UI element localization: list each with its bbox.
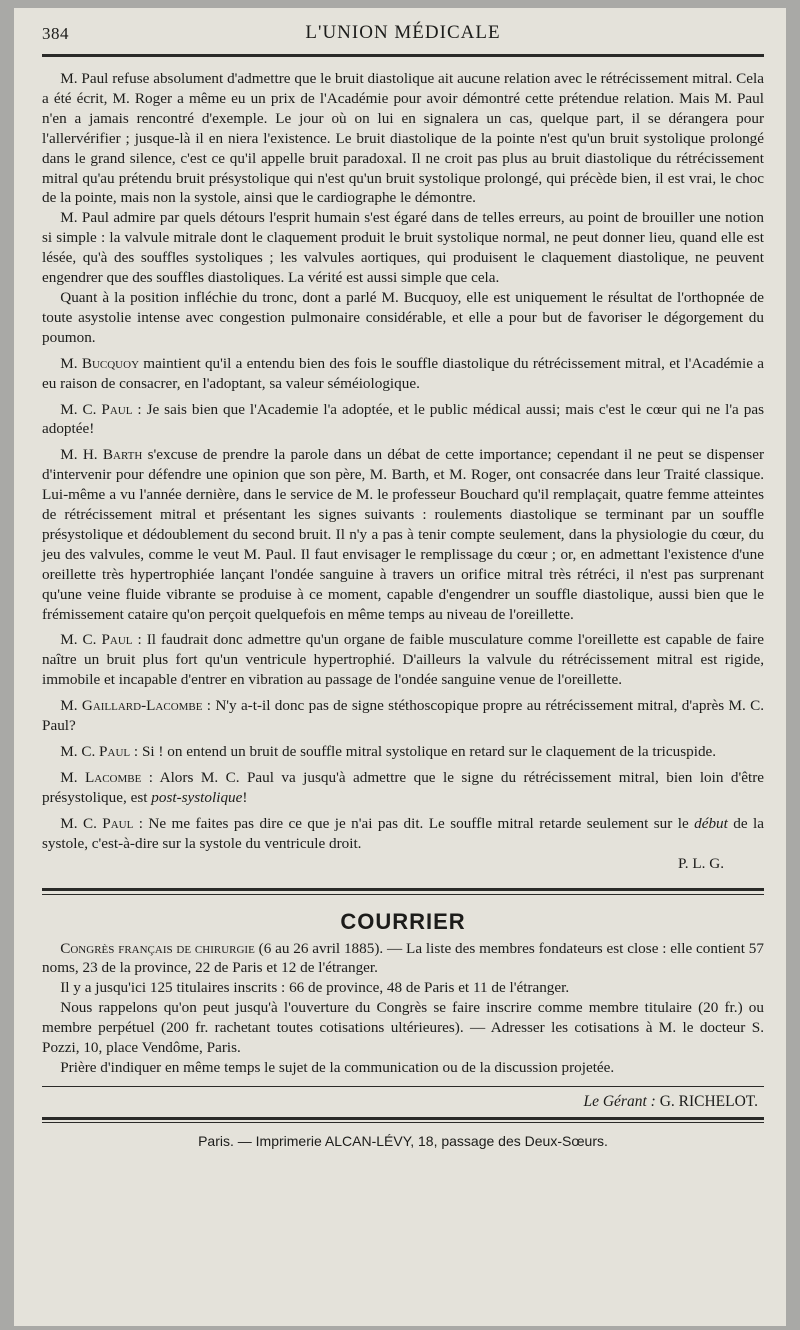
speaker-name: M. H. Barth <box>60 446 143 464</box>
paragraph-text: Si ! on entend un bruit de souffle mitral systolique en retard sur le claquement de la tricuspide. <box>138 743 717 760</box>
courrier-paragraph-4: Prière d'indiquer en même temps le sujet de la communication ou de la discussion projetée. <box>60 1058 615 1076</box>
paragraph-8 <box>42 696 764 736</box>
paragraph-3: Quant à la position infléchie du tronc, dont a parlé M. Bucquoy, elle est uniquement le résultat de l'orthopnée de toute asystolie intense avec congestion pulmonaire considérable, et elle a pour but de favoriser le dégorgement du poumon. <box>42 288 764 346</box>
emphasis-text: début <box>694 814 728 832</box>
page-number: 384 <box>42 24 69 43</box>
paragraph-text: Il faudrait donc admettre qu'un organe de faible musculature comme l'oreillette est capable de faire naître un bruit plus fort qu'un ventricule hypertrophié. D'ailleurs la valvule du rétrécissement mitral est rigide, immobile et incapable d'entrer en vibration au passage de l'ondée sanguine venue de l'oreillette. <box>42 631 764 689</box>
paragraph-11 <box>42 814 764 854</box>
separator-thin <box>42 894 764 895</box>
speaker-name: M. C. Paul : <box>60 631 142 649</box>
paragraph-4 <box>42 354 764 394</box>
courrier-paragraph-2: Il y a jusqu'ici 125 titulaires inscrits : 66 de province, 48 de Paris et 11 de l'étranger. <box>60 979 570 997</box>
speaker-name: M. C. Paul : <box>60 814 143 832</box>
bottom-rules <box>42 1117 764 1123</box>
speaker-name: M. C. Paul : <box>60 400 142 418</box>
article-body <box>42 69 764 874</box>
paragraph-text: Je sais bien que l'Academie l'a adoptée, et le public médical aussi; mais c'est le cœur qui ne l'a pas adoptée! <box>42 400 764 438</box>
journal-title: L'UNION MÉDICALE <box>305 22 501 43</box>
gerant-line <box>42 1093 764 1111</box>
courrier-paragraph-1 <box>42 939 764 979</box>
paragraph-10 <box>42 768 764 808</box>
paragraph-text-end: de la systole, c'est-à-dire sur la systole du ventricule droit. <box>42 814 764 852</box>
paragraph-7 <box>42 630 764 690</box>
speaker-name: M. C. Paul : <box>60 743 139 760</box>
article-signature: P. L. G. <box>678 854 724 872</box>
paragraph-2: M. Paul admire par quels détours l'esprit humain s'est égaré dans de telles erreurs, au point de brouiller une notion si simple : la valvule mitrale dont le claquement produit le bruit systolique normal, ne peut donner lieu, quand elle est lésée, qu'à des souffles systoliques ; les valvules aortiques, qui produisent le claquement diastolique, ne peuvent engendrer que des souffles diastoliques. La vérité est aussi simple que cela. <box>42 209 764 287</box>
paragraph-text: maintient qu'il a entendu bien des fois le souffle diastolique du rétrécissement mitral, et l'Académie a eu raison de consacrer, en l'adoptant, sa valeur séméiologique. <box>42 354 764 392</box>
courrier-title: COURRIER <box>340 908 466 934</box>
paragraph-1: M. Paul refuse absolument d'admettre que le bruit diastolique ait aucune relation avec le rétrécissement mitral. Cela a été écrit, M. Roger a même eu un prix de l'Académie pour avoir démontré cette prétendue relation. Mais M. Paul n'en a jamais rencontré d'exemple. Le jour où on lui en signalera un cas, quelque part, il se dérangera pour l'allervérifier ; jusque-là il en niera l'existence. Le bruit diastolique de la pointe n'est qu'un bruit systolique prolongé dans le grand silence, c'est ce qu'il appelle bruit paradoxal. Il ne croit pas plus au bruit diastolique du rétrécissement mitral qu'au prétendu bruit présystolique qui n'est qu'un bruit systolique prolongé, qui précède bien, il est vrai, le choc de la pointe, mais non la systole, ainsi que le cardiographe le démontre. <box>42 70 764 207</box>
paragraph-text: (6 au 26 avril 1885). — La liste des membres fondateurs est close : elle contient 57 noms, 23 de la province, 22 de Paris et 12 de l'étranger. <box>42 939 764 977</box>
page-header <box>42 18 764 46</box>
imprint-line: Paris. — Imprimerie ALCAN-LÉVY, 18, passage des Deux-Sœurs. <box>198 1132 608 1149</box>
paragraph-text: Alors M. C. Paul va jusqu'à admettre que le signe du rétrécissement mitral, bien loin d'être présystolique, est <box>42 768 764 806</box>
paragraph-6 <box>42 445 764 624</box>
emphasis-text: post-systolique <box>151 788 243 806</box>
footer-rule <box>42 1086 764 1087</box>
paragraph-text: : N'y a-t-il donc pas de signe stéthoscopique propre au rétrécissement mitral, d'après M. C. Paul? <box>42 697 764 735</box>
congress-name: Congrès français de chirurgie <box>60 939 255 957</box>
bottom-rule-thick <box>42 1117 764 1120</box>
courrier-body <box>42 939 764 1078</box>
document-page <box>14 8 786 1326</box>
header-rule <box>42 54 764 57</box>
gerant-label: Le Gérant : <box>583 1092 656 1110</box>
paragraph-text: Ne me faites pas dire ce que je n'ai pas dit. Le souffle mitral retarde seulement sur le <box>143 814 695 832</box>
speaker-name: M. Lacombe : <box>60 768 153 786</box>
gerant-name: G. RICHELOT. <box>655 1092 758 1110</box>
section-separator <box>42 888 764 895</box>
paragraph-text: s'excuse de prendre la parole dans un débat de cette importance; cependant il ne peut se dispenser d'intervenir pour défendre une opinion que son père, M. Barth, et M. Roger, ont consacrée dans leur Traité classique. Lui-même a vu l'année dernière, dans le service de M. le professeur Bouchard qu'il remplaçait, quatre femme atteintes de rétrécissement mitral et présentant les signes suivants : roulements diastolique se terminant par un souffle présystolique et dédoublement du second bruit. Il n'y a pas à tenir compte seulement, dans la physiologie du cœur, du jeu des valvules, comme le veut M. Paul. Il faut envisager le remplissage du cœur ; or, en admettant l'existence d'une oreillette très hypertrophiée lançant l'ondée sanguine à travers un orifice mitral très rétréci, il n'est pas surprenant qu'une veine fluide vibrante se produise à ce moment, capable d'engendrer un souffle diastolique, aussi bien que le frémissement cataire qu'on perçoit quelquefois en même temps au niveau de l'oreillette. <box>42 446 764 623</box>
bottom-rule-thin <box>42 1122 764 1123</box>
paragraph-9 <box>42 742 764 762</box>
paragraph-text-end: ! <box>242 788 248 806</box>
speaker-name: M. Bucquoy <box>60 354 140 372</box>
speaker-name: M. Gaillard-Lacombe <box>60 697 203 715</box>
paragraph-5 <box>42 400 764 440</box>
separator-thick <box>42 888 764 891</box>
courrier-paragraph-3: Nous rappelons qu'on peut jusqu'à l'ouverture du Congrès se faire inscrire comme membre titulaire (20 fr.) ou membre perpétuel (200 fr. rachetant toutes cotisations ultérieures). — Adresser les cotisations à M. le docteur S. Pozzi, 10, place Vendôme, Paris. <box>42 999 764 1057</box>
